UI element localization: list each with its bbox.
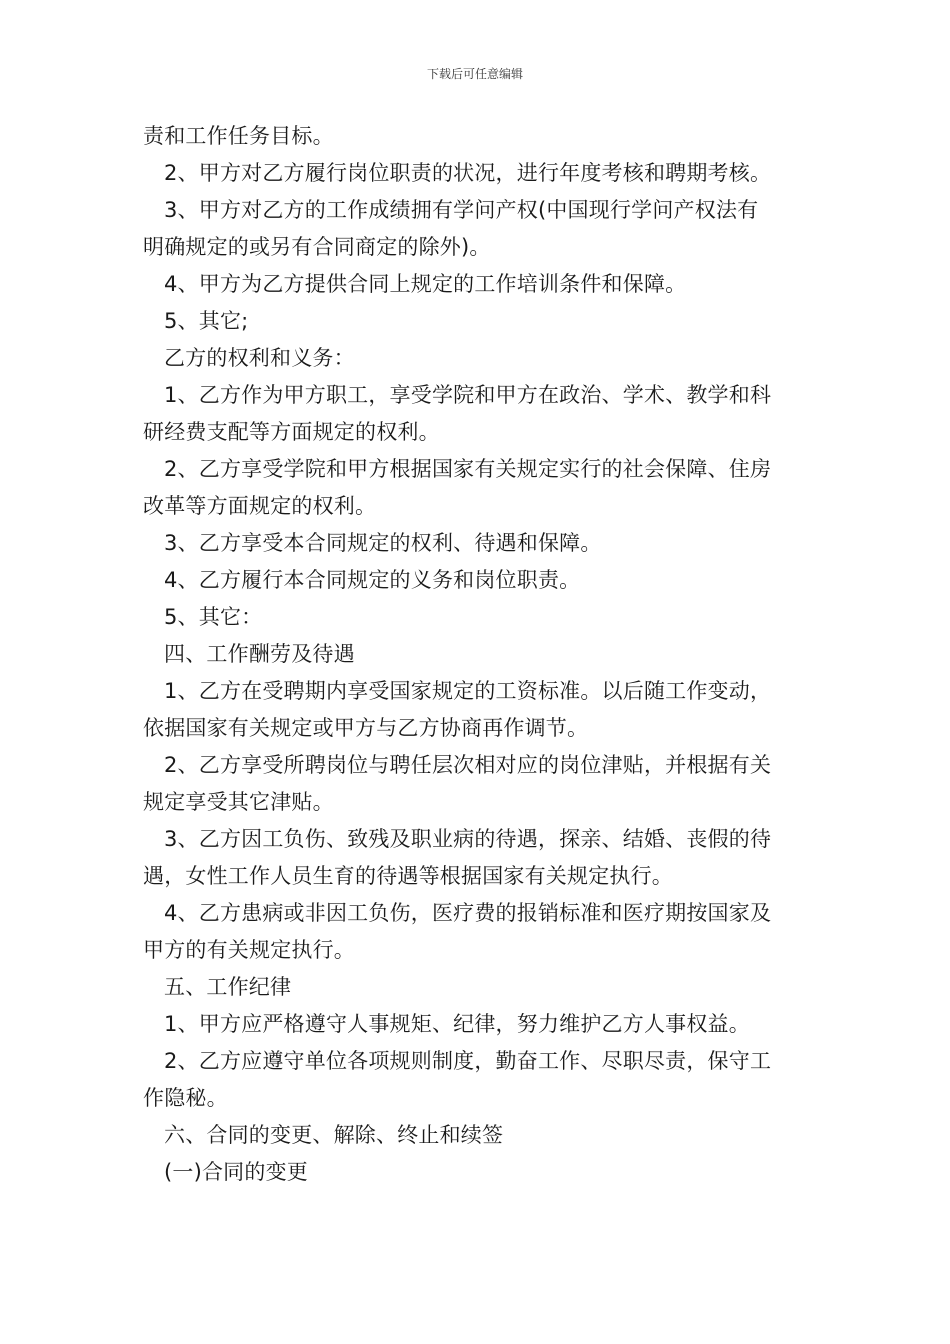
text-line: 甲方的有关规定执行。: [143, 938, 355, 962]
text-line: 依据国家有关规定或甲方与乙方协商再作调节。: [143, 716, 589, 740]
section-heading: 五、工作纪律: [164, 975, 292, 999]
text-line: 1、乙方在受聘期内享受国家规定的工资标准。以后随工作变动，: [164, 679, 772, 703]
document-body: [143, 118, 811, 1191]
text-line: 2、乙方应遵守单位各项规则制度，勤奋工作、尽职尽责，保守工: [164, 1049, 772, 1073]
text-line: 遇，女性工作人员生育的待遇等根据国家有关规定执行。: [143, 864, 673, 888]
text-line: 作隐秘。: [143, 1086, 228, 1110]
text-line: 3、乙方因工负伤、致残及职业病的待遇，探亲、结婚、丧假的待: [164, 827, 772, 851]
text-line: 3、乙方享受本合同规定的权利、待遇和保障。: [164, 531, 602, 555]
text-line: 规定享受其它津贴。: [143, 790, 334, 814]
text-line: 1、甲方应严格遵守人事规矩、纪律，努力维护乙方人事权益。: [164, 1012, 750, 1036]
section-heading: 六、合同的变更、解除、终止和续签: [164, 1123, 504, 1147]
text-line: 1、乙方作为甲方职工，享受学院和甲方在政治、学术、教学和科: [164, 383, 772, 407]
text-line: 4、甲方为乙方提供合同上规定的工作培训条件和保障。: [164, 272, 687, 296]
text-line: 2、乙方享受所聘岗位与聘任层次相对应的岗位津贴，并根据有关: [164, 753, 772, 777]
text-line: 3、甲方对乙方的工作成绩拥有学问产权(中国现行学问产权法有: [164, 198, 759, 222]
text-line: 明确规定的或另有合同商定的除外)。: [143, 235, 491, 259]
text-line: 研经费支配等方面规定的权利。: [143, 420, 440, 444]
text-line: 5、其它：: [164, 605, 263, 629]
page-header: 下载后可任意编辑: [426, 67, 523, 81]
text-line: 5、其它;: [164, 309, 249, 333]
section-heading: 乙方的权利和义务：: [164, 346, 355, 370]
section-heading: 四、工作酬劳及待遇: [164, 642, 355, 666]
text-line: 2、乙方享受学院和甲方根据国家有关规定实行的社会保障、住房: [164, 457, 772, 481]
text-line: 责和工作任务目标。: [143, 124, 334, 148]
text-line: 2、甲方对乙方履行岗位职责的状况，进行年度考核和聘期考核。: [164, 161, 772, 185]
text-line: 4、乙方患病或非因工负伤，医疗费的报销标准和医疗期按国家及: [164, 901, 772, 925]
text-line: 改革等方面规定的权利。: [143, 494, 377, 518]
subsection-heading: (一)合同的变更: [164, 1160, 308, 1184]
text-line: 4、乙方履行本合同规定的义务和岗位职责。: [164, 568, 581, 592]
